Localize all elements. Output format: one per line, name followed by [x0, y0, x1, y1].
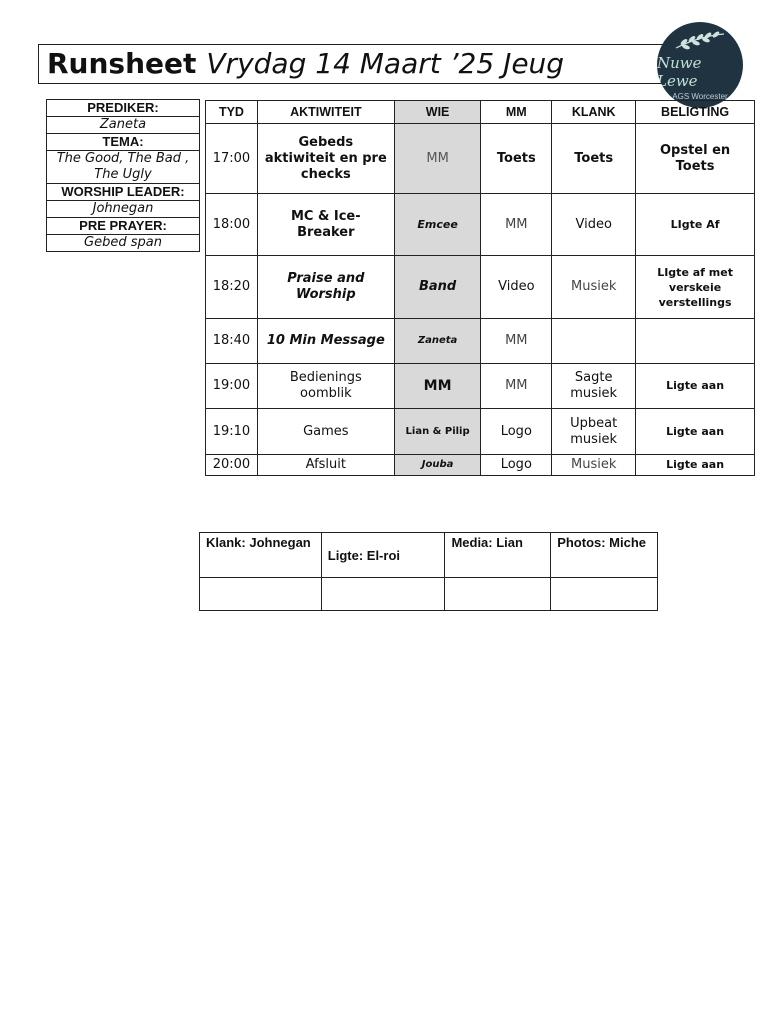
cell-lighting: Ligte aan: [636, 455, 755, 476]
cell-who: Jouba: [394, 455, 481, 476]
cell-time: 19:00: [206, 364, 258, 409]
info-label: WORSHIP LEADER:: [47, 184, 200, 201]
empty-cell: [445, 578, 551, 611]
info-value: Zaneta: [47, 117, 200, 134]
leaf-branch-icon: [672, 30, 728, 52]
cell-mm: Logo: [481, 409, 552, 455]
table-row: [206, 455, 755, 476]
cell-time: 20:00: [206, 455, 258, 476]
crew-row: [200, 533, 658, 578]
page-title: [38, 44, 678, 84]
column-header: MM: [481, 101, 552, 124]
cell-lighting: LIgte Af: [636, 194, 755, 256]
cell-time: 18:00: [206, 194, 258, 256]
cell-mm: MM: [481, 364, 552, 409]
cell-mm: MM: [481, 194, 552, 256]
logo-subtitle: AGS Worcester: [672, 91, 728, 101]
cell-lighting: Opstel en Toets: [636, 124, 755, 194]
cell-mm: Logo: [481, 455, 552, 476]
cell-activity: Gebeds aktiwiteit en pre checks: [257, 124, 394, 194]
cell-who: MM: [394, 364, 481, 409]
cell-sound: Video: [552, 194, 636, 256]
cell-mm: MM: [481, 319, 552, 364]
crew-sound: Klank: Johnegan: [200, 533, 322, 578]
title-italic: Vrydag 14 Maart ’25 Jeug: [206, 47, 565, 80]
church-logo: [657, 22, 743, 108]
table-row: [206, 409, 755, 455]
table-row: [206, 256, 755, 319]
crew-media: Media: Lian: [445, 533, 551, 578]
cell-time: 18:20: [206, 256, 258, 319]
cell-who: Band: [394, 256, 481, 319]
column-header: WIE: [394, 101, 481, 124]
info-value: Johnegan: [47, 201, 200, 218]
column-header: AKTIWITEIT: [257, 101, 394, 124]
cell-lighting: Ligte aan: [636, 364, 755, 409]
info-label: PRE PRAYER:: [47, 218, 200, 235]
cell-activity: Games: [257, 409, 394, 455]
empty-cell: [551, 578, 658, 611]
table-row: [206, 124, 755, 194]
service-info-table: [46, 99, 200, 252]
logo-name: Nuwe Lewe: [657, 53, 702, 90]
cell-time: 19:10: [206, 409, 258, 455]
cell-activity: Bedienings oomblik: [257, 364, 394, 409]
cell-sound: Sagte musiek: [552, 364, 636, 409]
empty-cell: [321, 578, 445, 611]
cell-sound: Toets: [552, 124, 636, 194]
title-bold: Runsheet: [47, 47, 197, 80]
table-row: [206, 319, 755, 364]
cell-sound: Upbeat musiek: [552, 409, 636, 455]
info-value: The Good, The Bad , The Ugly: [47, 151, 200, 184]
crew-lights: Ligte: El-roi: [321, 533, 445, 578]
column-header: TYD: [206, 101, 258, 124]
column-header: KLANK: [552, 101, 636, 124]
crew-table: [199, 532, 658, 611]
cell-activity: 10 Min Message: [257, 319, 394, 364]
cell-who: MM: [394, 124, 481, 194]
cell-sound: Musiek: [552, 256, 636, 319]
cell-who: Emcee: [394, 194, 481, 256]
cell-activity: Praise and Worship: [257, 256, 394, 319]
schedule-table: [205, 100, 755, 476]
crew-empty-row: [200, 578, 658, 611]
cell-mm: Toets: [481, 124, 552, 194]
table-row: [206, 194, 755, 256]
cell-activity: Afsluit: [257, 455, 394, 476]
info-value: Gebed span: [47, 235, 200, 252]
info-label: TEMA:: [47, 134, 200, 151]
cell-who: Lian & Pilip: [394, 409, 481, 455]
cell-who: Zaneta: [394, 319, 481, 364]
column-header: BELIGTING: [636, 101, 755, 124]
cell-lighting: Ligte aan: [636, 409, 755, 455]
info-label: PREDIKER:: [47, 100, 200, 117]
cell-lighting: LIgte af met verskeie verstellings: [636, 256, 755, 319]
empty-cell: [200, 578, 322, 611]
cell-lighting: [636, 319, 755, 364]
cell-time: 17:00: [206, 124, 258, 194]
crew-photos: Photos: Miche: [551, 533, 658, 578]
table-row: [206, 364, 755, 409]
cell-sound: Musiek: [552, 455, 636, 476]
table-header-row: [206, 101, 755, 124]
cell-time: 18:40: [206, 319, 258, 364]
cell-mm: Video: [481, 256, 552, 319]
cell-sound: [552, 319, 636, 364]
cell-activity: MC & Ice-Breaker: [257, 194, 394, 256]
